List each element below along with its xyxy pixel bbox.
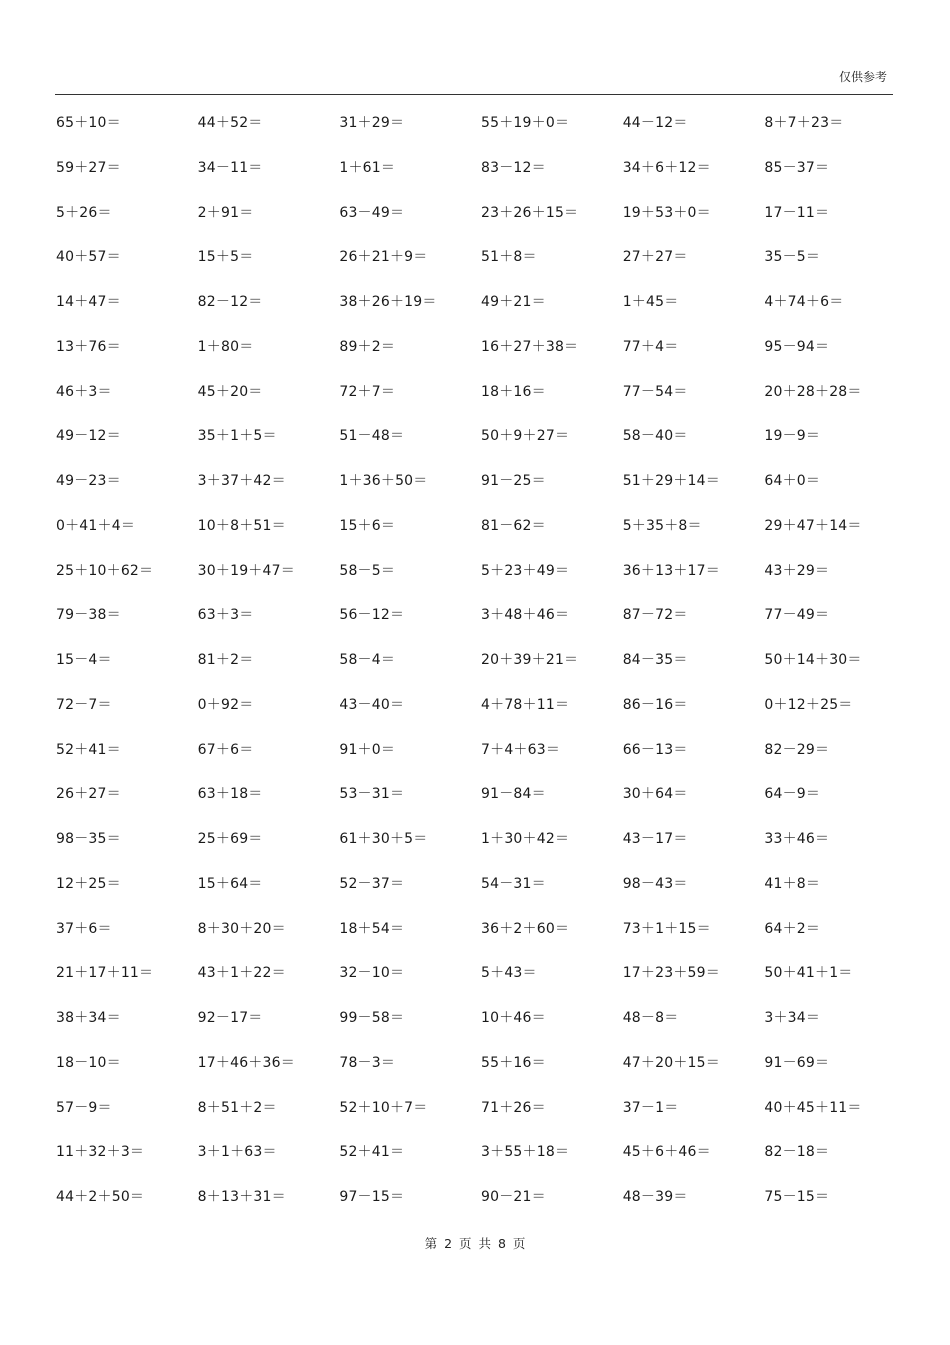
exercise-problem: 5＋26＝ bbox=[56, 204, 112, 221]
exercise-problem: 40＋45＋11＝ bbox=[764, 1099, 862, 1116]
exercise-problem: 63＋18＝ bbox=[197, 786, 263, 803]
exercise-problem: 0＋92＝ bbox=[197, 696, 254, 713]
exercise-problem: 4＋74＋6＝ bbox=[764, 294, 844, 310]
exercise-problem: 50＋9＋27＝ bbox=[481, 428, 570, 445]
exercise-problem: 47＋20＋15＝ bbox=[622, 1054, 720, 1071]
exercise-problem: 35－5＝ bbox=[764, 249, 821, 266]
exercise-problem: 3＋48＋46＝ bbox=[481, 607, 570, 624]
exercise-problem: 10＋8＋51＝ bbox=[197, 517, 286, 534]
exercise-row bbox=[56, 248, 906, 293]
exercise-problem: 67＋6＝ bbox=[197, 741, 254, 758]
exercise-row bbox=[56, 1054, 906, 1099]
exercise-problem: 81＋2＝ bbox=[197, 652, 254, 668]
header-divider bbox=[55, 94, 893, 95]
exercise-problem: 56－12＝ bbox=[339, 607, 405, 624]
exercise-row bbox=[56, 114, 906, 159]
exercise-problem: 18＋16＝ bbox=[481, 383, 546, 400]
exercise-problem: 82－12＝ bbox=[197, 294, 263, 310]
exercise-problem: 30＋64＝ bbox=[622, 786, 688, 803]
exercise-row bbox=[56, 338, 906, 383]
exercise-problem: 43＋1＋22＝ bbox=[197, 965, 286, 982]
exercise-problem: 43－40＝ bbox=[339, 696, 405, 713]
exercise-problem: 51－48＝ bbox=[339, 428, 405, 445]
exercise-problem: 58－4＝ bbox=[339, 652, 396, 668]
exercise-row bbox=[56, 696, 906, 741]
exercise-problem: 63－49＝ bbox=[339, 204, 405, 221]
exercise-problem: 8＋13＋31＝ bbox=[197, 1189, 286, 1205]
exercise-problem: 19－9＝ bbox=[764, 428, 821, 445]
exercise-problem: 8＋7＋23＝ bbox=[764, 115, 844, 131]
exercise-problem: 83－12＝ bbox=[481, 159, 546, 176]
exercise-problem: 49－12＝ bbox=[56, 428, 121, 445]
exercise-problem: 55＋19＋0＝ bbox=[481, 115, 570, 131]
exercise-problem: 30＋19＋47＝ bbox=[197, 562, 295, 579]
exercise-problem: 5＋43＝ bbox=[481, 965, 537, 982]
exercise-row bbox=[56, 293, 906, 338]
exercise-problem: 43＋29＝ bbox=[764, 562, 830, 579]
exercise-problem: 15－4＝ bbox=[56, 652, 112, 668]
exercise-problem: 25＋10＋62＝ bbox=[56, 562, 154, 579]
exercise-problem: 87－72＝ bbox=[622, 607, 688, 624]
exercise-problem: 40＋57＝ bbox=[56, 249, 121, 266]
exercise-problem: 57－9＝ bbox=[56, 1099, 112, 1116]
exercise-problem: 86－16＝ bbox=[622, 696, 688, 713]
exercise-problem: 98－35＝ bbox=[56, 831, 121, 847]
exercise-problem: 38＋34＝ bbox=[56, 1010, 121, 1026]
exercise-problem: 52＋10＋7＝ bbox=[339, 1099, 428, 1116]
exercise-problem: 17＋23＋59＝ bbox=[622, 965, 720, 982]
exercise-problem: 84－35＝ bbox=[622, 652, 688, 668]
exercise-problem: 34－11＝ bbox=[197, 159, 263, 176]
exercise-row bbox=[56, 964, 906, 1009]
exercise-problem: 34＋6＋12＝ bbox=[622, 159, 711, 176]
exercise-problem: 1＋30＋42＝ bbox=[481, 831, 570, 847]
exercise-problem: 8＋51＋2＝ bbox=[197, 1099, 277, 1116]
exercise-row bbox=[56, 1188, 906, 1233]
exercise-problem: 15＋5＝ bbox=[197, 249, 254, 266]
exercise-problem: 35＋1＋5＝ bbox=[197, 428, 277, 445]
exercise-problem: 52－37＝ bbox=[339, 875, 405, 892]
exercise-problem: 25＋69＝ bbox=[197, 831, 263, 847]
exercise-problem: 20＋39＋21＝ bbox=[481, 652, 579, 668]
exercise-problem: 0＋41＋4＝ bbox=[56, 517, 136, 534]
exercise-problem: 31＋29＝ bbox=[339, 115, 405, 131]
exercise-problem: 21＋17＋11＝ bbox=[56, 965, 154, 982]
exercise-problem: 37－1＝ bbox=[622, 1099, 679, 1116]
exercise-problem: 51＋29＋14＝ bbox=[622, 473, 720, 489]
exercise-problem: 91－69＝ bbox=[764, 1054, 830, 1071]
exercise-problem: 49＋21＝ bbox=[481, 294, 546, 310]
exercise-problem: 23＋26＋15＝ bbox=[481, 204, 579, 221]
exercise-row bbox=[56, 1099, 906, 1144]
exercise-problem: 8＋30＋20＝ bbox=[197, 920, 286, 937]
exercise-row bbox=[56, 472, 906, 517]
exercise-problem: 91－25＝ bbox=[481, 473, 546, 489]
exercise-problem: 98－43＝ bbox=[622, 875, 688, 892]
exercise-problem: 38＋26＋19＝ bbox=[339, 294, 437, 310]
exercise-row bbox=[56, 1009, 906, 1054]
exercise-problem: 58－5＝ bbox=[339, 562, 396, 579]
exercise-problem: 44－12＝ bbox=[622, 115, 688, 131]
exercise-problem: 44＋52＝ bbox=[197, 115, 263, 131]
exercise-problem: 78－3＝ bbox=[339, 1054, 396, 1071]
exercise-problem: 19＋53＋0＝ bbox=[622, 204, 711, 221]
exercise-problem: 4＋78＋11＝ bbox=[481, 696, 570, 713]
exercise-problem: 85－37＝ bbox=[764, 159, 830, 176]
exercise-problem: 82－29＝ bbox=[764, 741, 830, 758]
exercise-problem: 12＋25＝ bbox=[56, 875, 121, 892]
exercise-problem: 26＋21＋9＝ bbox=[339, 249, 428, 266]
exercise-problem: 55＋16＝ bbox=[481, 1054, 546, 1071]
exercise-problem: 27＋27＝ bbox=[622, 249, 688, 266]
exercise-problem: 61＋30＋5＝ bbox=[339, 831, 428, 847]
exercise-problem: 52＋41＝ bbox=[56, 741, 121, 758]
exercise-problem: 59＋27＝ bbox=[56, 159, 121, 176]
exercise-problem: 77＋4＝ bbox=[622, 338, 679, 355]
exercise-problem: 75－15＝ bbox=[764, 1189, 830, 1205]
exercise-problem: 11＋32＋3＝ bbox=[56, 1144, 145, 1161]
exercise-row bbox=[56, 159, 906, 204]
exercise-problem: 18－10＝ bbox=[56, 1054, 121, 1071]
exercise-problem: 17－11＝ bbox=[764, 204, 830, 221]
exercise-row bbox=[56, 830, 906, 875]
exercise-problem: 65＋10＝ bbox=[56, 115, 121, 131]
exercise-problem: 79－38＝ bbox=[56, 607, 121, 624]
exercise-row bbox=[56, 920, 906, 965]
header-note: 仅供参考 bbox=[838, 70, 887, 84]
exercise-problem: 91＋0＝ bbox=[339, 741, 396, 758]
exercise-problem: 33＋46＝ bbox=[764, 831, 830, 847]
exercise-problem: 29＋47＋14＝ bbox=[764, 517, 862, 534]
exercise-problem: 14＋47＝ bbox=[56, 294, 121, 310]
exercise-grid bbox=[56, 114, 906, 1233]
exercise-problem: 97－15＝ bbox=[339, 1189, 405, 1205]
exercise-problem: 50＋14＋30＝ bbox=[764, 652, 862, 668]
exercise-problem: 0＋12＋25＝ bbox=[764, 696, 853, 713]
exercise-problem: 48－8＝ bbox=[622, 1010, 679, 1026]
exercise-problem: 5＋23＋49＝ bbox=[481, 562, 570, 579]
exercise-problem: 13＋76＝ bbox=[56, 338, 121, 355]
exercise-row bbox=[56, 517, 906, 562]
exercise-problem: 1＋36＋50＝ bbox=[339, 473, 428, 489]
exercise-problem: 20＋28＋28＝ bbox=[764, 383, 862, 400]
exercise-row bbox=[56, 606, 906, 651]
exercise-problem: 50＋41＋1＝ bbox=[764, 965, 853, 982]
exercise-problem: 10＋46＝ bbox=[481, 1010, 546, 1026]
exercise-problem: 82－18＝ bbox=[764, 1144, 830, 1161]
page-number: 第 2 页 共 8 页 bbox=[424, 1236, 526, 1251]
exercise-row bbox=[56, 204, 906, 249]
exercise-problem: 77－49＝ bbox=[764, 607, 830, 624]
exercise-problem: 89＋2＝ bbox=[339, 338, 396, 355]
exercise-row bbox=[56, 1143, 906, 1188]
exercise-problem: 17＋46＋36＝ bbox=[197, 1054, 295, 1071]
exercise-problem: 45＋6＋46＝ bbox=[622, 1144, 711, 1161]
exercise-row bbox=[56, 562, 906, 607]
exercise-problem: 72－7＝ bbox=[56, 696, 112, 713]
exercise-problem: 72＋7＝ bbox=[339, 383, 396, 400]
exercise-problem: 2＋91＝ bbox=[197, 204, 254, 221]
exercise-row bbox=[56, 383, 906, 428]
exercise-problem: 32－10＝ bbox=[339, 965, 405, 982]
exercise-problem: 26＋27＝ bbox=[56, 786, 121, 803]
exercise-problem: 95－94＝ bbox=[764, 338, 830, 355]
exercise-problem: 90－21＝ bbox=[481, 1189, 546, 1205]
exercise-problem: 7＋4＋63＝ bbox=[481, 741, 561, 758]
exercise-problem: 92－17＝ bbox=[197, 1010, 263, 1026]
exercise-problem: 64＋0＝ bbox=[764, 473, 821, 489]
exercise-problem: 5＋35＋8＝ bbox=[622, 517, 702, 534]
exercise-problem: 99－58＝ bbox=[339, 1010, 405, 1026]
exercise-problem: 36＋13＋17＝ bbox=[622, 562, 720, 579]
exercise-row bbox=[56, 427, 906, 472]
exercise-problem: 36＋2＋60＝ bbox=[481, 920, 570, 937]
exercise-problem: 73＋1＋15＝ bbox=[622, 920, 711, 937]
exercise-problem: 15＋64＝ bbox=[197, 875, 263, 892]
exercise-problem: 54－31＝ bbox=[481, 875, 546, 892]
exercise-problem: 63＋3＝ bbox=[197, 607, 254, 624]
exercise-problem: 18＋54＝ bbox=[339, 920, 405, 937]
exercise-problem: 43－17＝ bbox=[622, 831, 688, 847]
exercise-problem: 58－40＝ bbox=[622, 428, 688, 445]
exercise-problem: 1＋45＝ bbox=[622, 294, 679, 310]
exercise-row bbox=[56, 741, 906, 786]
exercise-problem: 37＋6＝ bbox=[56, 920, 112, 937]
exercise-problem: 64＋2＝ bbox=[764, 920, 821, 937]
exercise-problem: 41＋8＝ bbox=[764, 875, 821, 892]
exercise-row bbox=[56, 651, 906, 696]
exercise-problem: 3＋55＋18＝ bbox=[481, 1144, 570, 1161]
exercise-problem: 51＋8＝ bbox=[481, 249, 537, 266]
exercise-problem: 53－31＝ bbox=[339, 786, 405, 803]
exercise-problem: 77－54＝ bbox=[622, 383, 688, 400]
exercise-problem: 81－62＝ bbox=[481, 517, 546, 534]
exercise-problem: 45＋20＝ bbox=[197, 383, 263, 400]
exercise-problem: 66－13＝ bbox=[622, 741, 688, 758]
exercise-problem: 91－84＝ bbox=[481, 786, 546, 803]
exercise-problem: 52＋41＝ bbox=[339, 1144, 405, 1161]
exercise-problem: 15＋6＝ bbox=[339, 517, 396, 534]
exercise-problem: 44＋2＋50＝ bbox=[56, 1189, 145, 1205]
exercise-problem: 46＋3＝ bbox=[56, 383, 112, 400]
exercise-row bbox=[56, 875, 906, 920]
exercise-problem: 48－39＝ bbox=[622, 1189, 688, 1205]
exercise-problem: 71＋26＝ bbox=[481, 1099, 546, 1116]
exercise-problem: 3＋1＋63＝ bbox=[197, 1144, 277, 1161]
exercise-row bbox=[56, 785, 906, 830]
exercise-problem: 16＋27＋38＝ bbox=[481, 338, 579, 355]
exercise-problem: 3＋34＝ bbox=[764, 1010, 821, 1026]
exercise-problem: 49－23＝ bbox=[56, 473, 121, 489]
exercise-problem: 1＋80＝ bbox=[197, 338, 254, 355]
exercise-problem: 3＋37＋42＝ bbox=[197, 473, 286, 489]
exercise-problem: 64－9＝ bbox=[764, 786, 821, 803]
exercise-problem: 1＋61＝ bbox=[339, 159, 396, 176]
